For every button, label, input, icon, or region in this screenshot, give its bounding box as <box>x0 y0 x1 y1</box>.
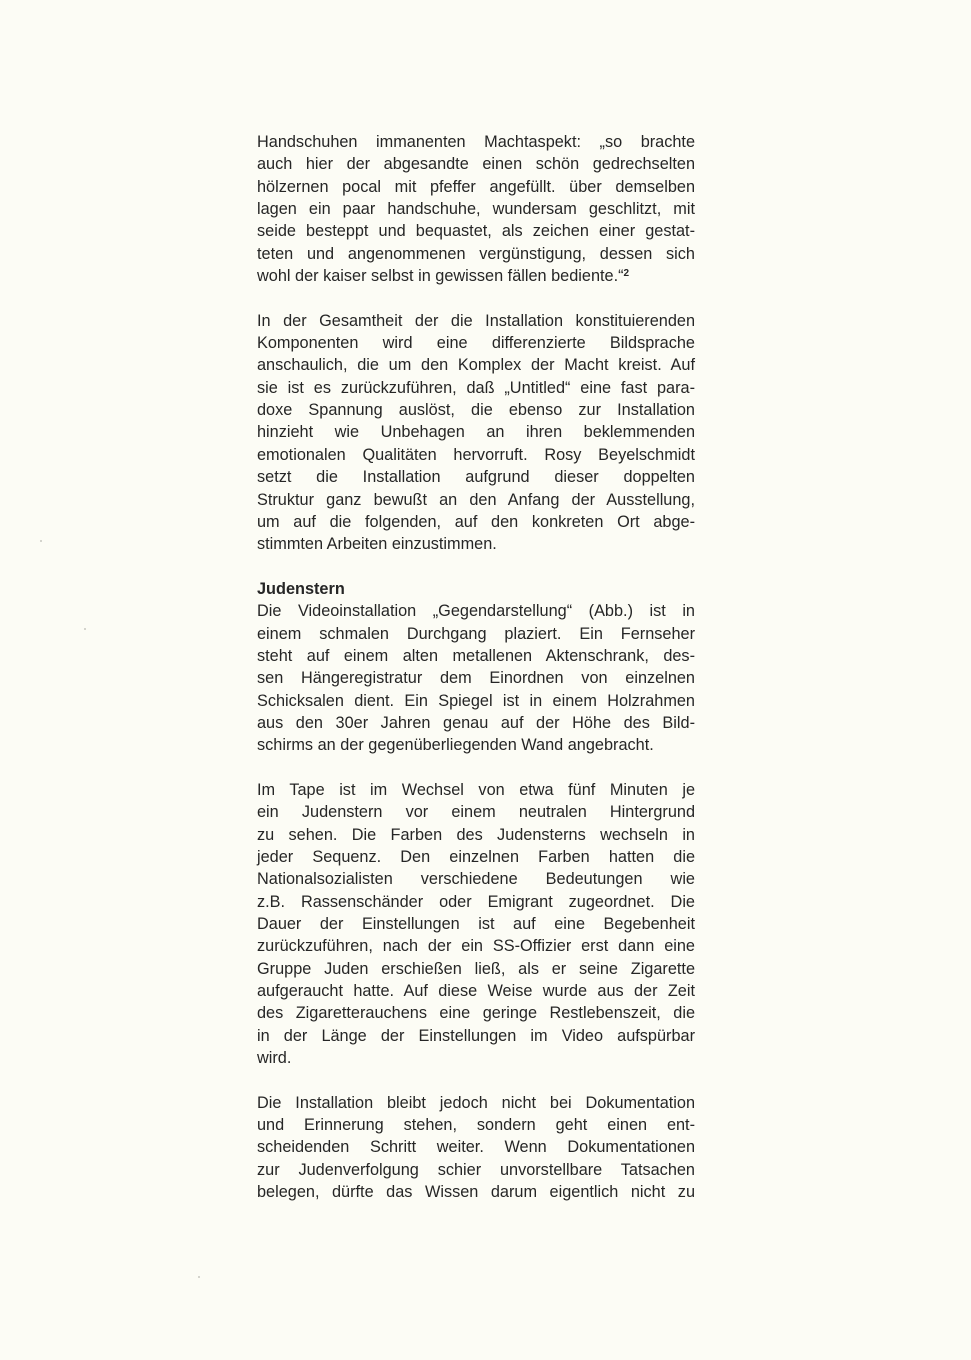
text-line: Schicksalen dient. Ein Spiegel ist in einem Holzrahmen <box>257 691 695 710</box>
paper-speck <box>40 540 42 542</box>
text-line: emotionalen Qualitäten hervorruft. Rosy Beyelschmidt <box>257 445 695 464</box>
text-line: sie ist es zurückzuführen, daß „Untitled“ eine fast para- <box>257 378 695 397</box>
text-line: einem schmalen Durchgang plaziert. Ein Fernseher <box>257 624 695 643</box>
paragraph-dokumentation <box>257 1092 695 1204</box>
text-line: schirms an der gegenüberliegenden Wand angebracht. <box>257 736 654 755</box>
text-line: setzt die Installation aufgrund dieser doppelten <box>257 468 695 487</box>
text-line: anschaulich, die um den Komplex der Macht kreist. Auf <box>257 356 695 375</box>
text-line: Nationalsozialisten verschiedene Bedeutungen wie <box>257 870 695 889</box>
text-line: steht auf einem alten metallenen Aktenschrank, des- <box>257 646 695 665</box>
text-line: stimmten Arbeiten einzustimmen. <box>257 535 497 554</box>
text-line: sen Hängeregistratur dem Einordnen von einzelnen <box>257 669 695 688</box>
text-line: z.B. Rassenschänder oder Emigrant zugeordnet. Die <box>257 892 695 911</box>
text-line: scheidenden Schritt weiter. Wenn Dokumentationen <box>257 1138 695 1157</box>
text-line: belegen, dürfte das Wissen darum eigentlich nicht zu <box>257 1183 695 1202</box>
paragraph-gap <box>257 757 695 779</box>
paper-speck <box>84 628 86 630</box>
text-line: ein Judenstern vor einem neutralen Hintergrund <box>257 803 695 822</box>
text-line: wohl der kaiser selbst in gewissen fällen bediente.“ <box>257 267 624 286</box>
text-line: zu sehen. Die Farben des Judensterns wechseln in <box>257 825 695 844</box>
text-line: teten und angenommenen vergünstigung, dessen sich <box>257 244 695 263</box>
text-line: aus den 30er Jahren genau auf der Höhe des Bild- <box>257 713 695 732</box>
text-line: zur Judenverfolgung schier unvorstellbare Tatsachen <box>257 1160 695 1179</box>
text-line: Dauer der Einstellungen ist auf eine Begebenheit <box>257 915 695 934</box>
text-line: Im Tape ist im Wechsel von etwa fünf Minuten je <box>257 780 695 799</box>
paragraph-gesamtheit <box>257 310 695 556</box>
text-line: des Zigaretterauchens eine geringe Restlebenszeit, die <box>257 1004 695 1023</box>
paper-speck <box>198 1276 200 1278</box>
paragraph-machtaspekt <box>257 131 695 287</box>
text-line: Die Videoinstallation „Gegendarstellung“ (Abb.) ist in <box>257 602 695 621</box>
text-line: zurückzuführen, nach der ein SS-Offizier erst dann eine <box>257 937 695 956</box>
text-line: jeder Sequenz. Den einzelnen Farben hatten die <box>257 848 695 866</box>
text-line: hinzieht wie Unbehagen an ihren beklemmenden <box>257 423 695 442</box>
text-line: Handschuhen immanenten Machtaspekt: „so brachte <box>257 133 695 151</box>
section-heading: Judenstern <box>257 579 345 598</box>
text-line: Gruppe Juden erschießen ließ, als er seine Zigarette <box>257 959 695 978</box>
paragraph-tape <box>257 779 695 1069</box>
text-line-with-footnote <box>257 265 695 287</box>
paragraph-videoinstallation <box>257 600 695 756</box>
text-line: und Erinnerung stehen, sondern geht einen ent- <box>257 1116 695 1135</box>
text-line: wird. <box>257 1049 292 1068</box>
text-line: um auf die folgenden, auf den konkreten Ort abge- <box>257 512 695 531</box>
paragraph-gap <box>257 1069 695 1091</box>
text-line: in der Länge der Einstellungen im Video aufspürbar <box>257 1026 695 1045</box>
paragraph-gap <box>257 287 695 309</box>
text-line: seide besteppt und bequastet, als zeichen einer gestat- <box>257 222 695 241</box>
text-line: Struktur ganz bewußt an den Anfang der Ausstellung, <box>257 490 695 509</box>
text-line: lagen ein paar handschuhe, wundersam geschlitzt, mit <box>257 200 695 219</box>
text-column <box>257 131 695 1204</box>
text-line: auch hier der abgesandte einen schön gedrechselten <box>257 155 695 174</box>
text-line: aufgeraucht hatte. Auf diese Weise wurde aus der Zeit <box>257 982 695 1001</box>
paragraph-gap <box>257 556 695 578</box>
text-line: Komponenten wird eine differenzierte Bildsprache <box>257 334 695 353</box>
text-line: doxe Spannung auslöst, die ebenso zur Installation <box>257 401 695 420</box>
text-line: Die Installation bleibt jedoch nicht bei Dokumentation <box>257 1093 695 1112</box>
text-line: hölzernen pocal mit pfeffer angefüllt. über demselben <box>257 177 695 196</box>
footnote-marker: 2 <box>623 268 630 280</box>
text-line: In der Gesamtheit der die Installation konstituierenden <box>257 311 695 330</box>
